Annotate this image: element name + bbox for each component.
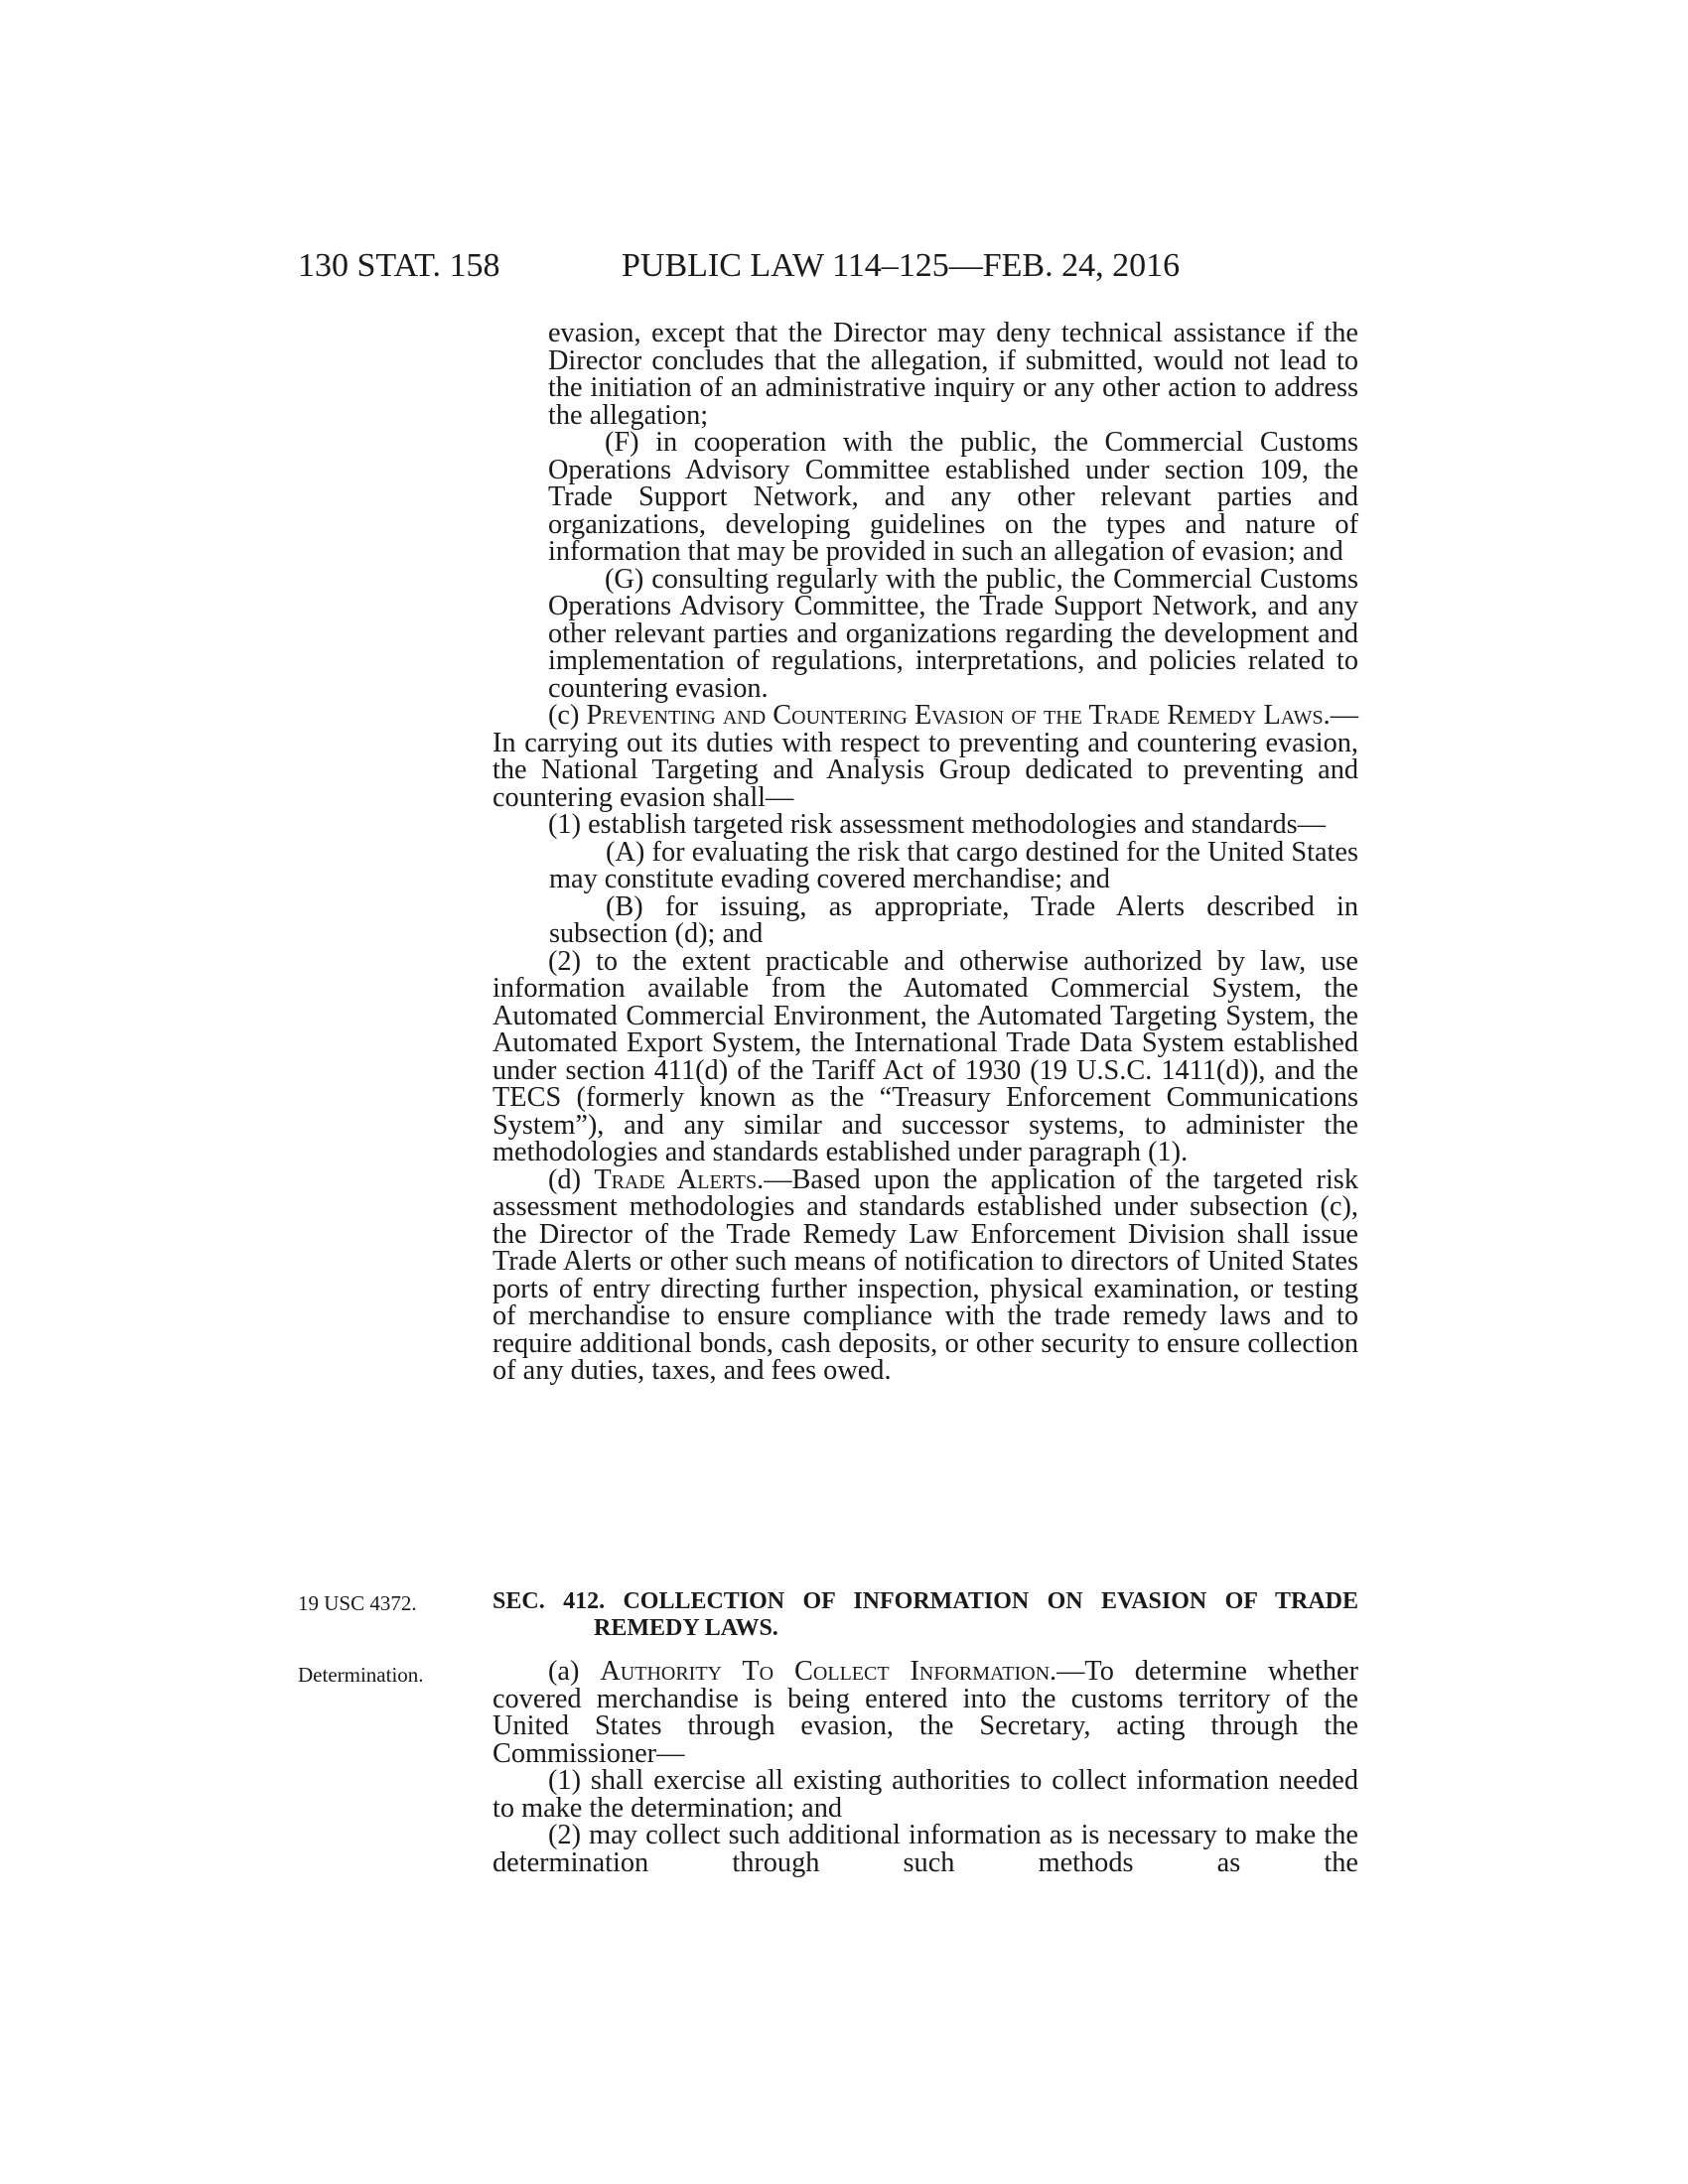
subsection-c — [492, 702, 1358, 811]
subsection-a-text: —To determine whether covered merchandise is being entered into the customs territory of the United States through evasion, the Secretary, acting through the Commissioner— — [492, 1656, 1358, 1769]
paragraph-F: (F) in cooperation with the public, the Commercial Customs Operations Advisory Committee established under section 109, the Trade Support Network, and any other relevant parties and organizations, developing guidelines on the types and nature of information that may be provided in such an allegation of evasion; and — [548, 427, 1358, 567]
subsection-412-a — [492, 1658, 1358, 1767]
subsection-d — [492, 1163, 1358, 1386]
subsection-c-label: (c) — [548, 700, 587, 731]
subsection-d-text: —Based upon the application of the targeted risk assessment methodologies and standards established under subsection (c), the Director of the Trade Remedy Law Enforcement Division shall issue Trade Alerts or other such means of notification to directors of United States ports of entry directing further inspection, physical examination, or testing of merchandise to ensure compliance with the trade remedy laws and to require additional bonds, cash deposits, or other security to ensure collection of any duties, taxes, and fees owed. — [492, 1163, 1358, 1386]
section-heading — [492, 1588, 1358, 1642]
running-header: PUBLIC LAW 114–125—FEB. 24, 2016 — [622, 247, 1181, 284]
subsection-a-title: Authority To Collect Information. — [600, 1656, 1057, 1687]
text-block-upper — [492, 320, 1358, 1385]
subsection-c-title: Preventing and Countering Evasion of the Trade Remedy Laws. — [586, 700, 1331, 731]
page-stat-number: 130 STAT. 158 — [298, 247, 500, 284]
subsection-c-text: —In carrying out its duties with respect to preventing and countering evasion, the National Targeting and Analysis Group dedicated to preventing and countering evasion shall— — [492, 700, 1358, 813]
subsection-d-label: (d) — [548, 1163, 595, 1195]
usc-margin-note: 19 USC 4372. — [298, 1591, 417, 1615]
paragraph-a-2: (2) may collect such additional information as is necessary to make the determination through such methods as the — [492, 1820, 1358, 1878]
subsection-a-label: (a) — [548, 1656, 601, 1687]
paragraph-c-2: (2) to the extent practicable and otherwise authorized by law, use information available from the Automated Commercial System, the Automated Commercial Environment, the Automated Targeting System, the Automated Export System, the International Trade Data System established under section 411(d) of the Tariff Act of 1930 (19 U.S.C. 1411(d)), and the TECS (formerly known as the “Treasury Enforcement Communications System”), and any similar and successor systems, to administer the methodologies and standards established under paragraph (1). — [492, 945, 1358, 1167]
determination-margin-note: Determination. — [298, 1663, 424, 1687]
paragraph-a-1: (1) shall exercise all existing authorities to collect information needed to make the determination; and — [492, 1765, 1358, 1824]
subsection-d-title: Trade Alerts. — [594, 1163, 765, 1195]
paragraph-e-continued: evasion, except that the Director may deny technical assistance if the Director concludes that the allegation, if submitted, would not lead to the initiation of an administrative inquiry or any other action to address the allegation; — [548, 318, 1358, 431]
section-412-title: SEC. 412. COLLECTION OF INFORMATION ON EVASION OF TRADE REMEDY LAWS. — [492, 1588, 1358, 1641]
paragraph-c-1-B: (B) for issuing, as appropriate, Trade Alerts described in subsection (d); and — [549, 890, 1358, 949]
text-block-lower — [492, 1658, 1358, 1876]
paragraph-c-1: (1) establish targeted risk assessment methodologies and standards— — [548, 809, 1326, 840]
paragraph-c-1-A: (A) for evaluating the risk that cargo destined for the United States may constitute evading covered merchandise; and — [549, 836, 1358, 894]
paragraph-G: (G) consulting regularly with the public, the Commercial Customs Operations Advisory Committee, the Trade Support Network, and any other relevant parties and organizations regarding the development and implementation of regulations, interpretations, and policies related to countering evasion. — [548, 563, 1358, 704]
